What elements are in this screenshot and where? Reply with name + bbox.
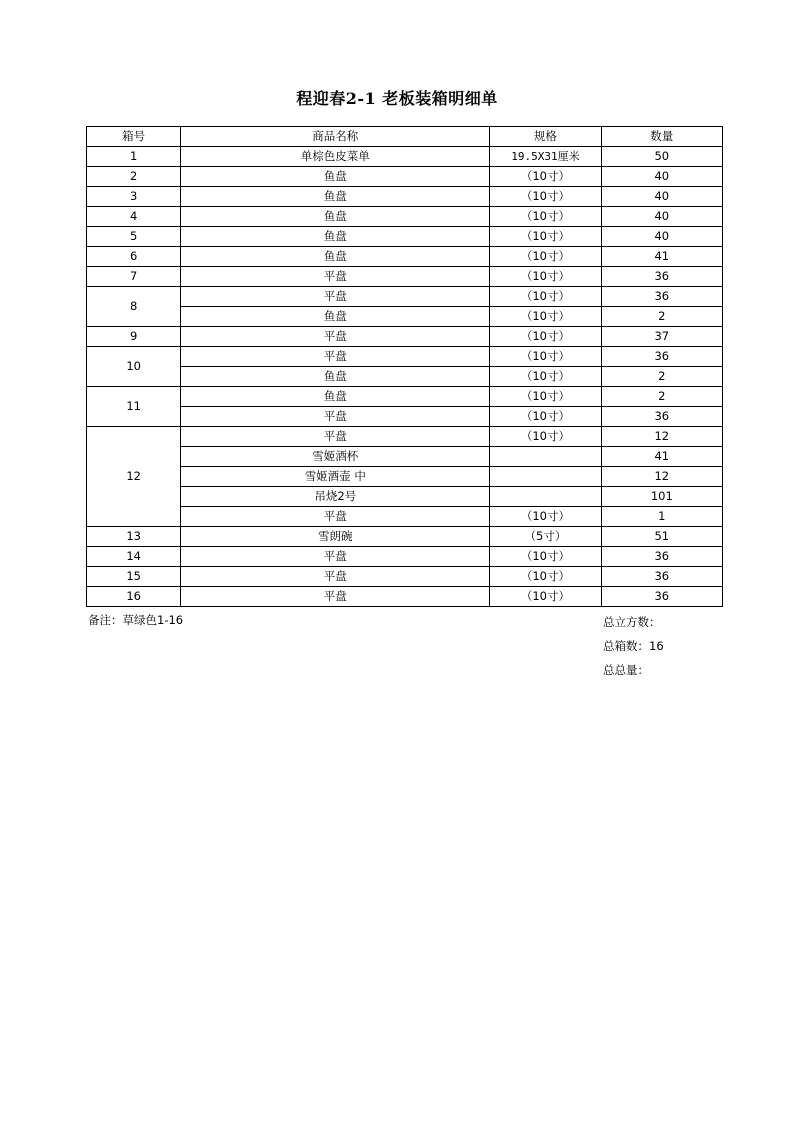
remarks-note: 备注：草绿色1-16 [88, 613, 184, 627]
product-name-cell: 雪朗碗 [181, 527, 490, 547]
packing-list-table [86, 126, 723, 607]
product-name-cell: 平盘 [181, 567, 490, 587]
table-row [87, 167, 723, 187]
table-row [87, 287, 723, 307]
spec-cell: （10寸） [490, 267, 601, 287]
header-quantity: 数量 [601, 127, 722, 147]
total-volume-label: 总立方数： [603, 615, 661, 629]
box-number-cell: 15 [87, 567, 181, 587]
table-row [87, 407, 723, 427]
quantity-cell: 40 [601, 167, 722, 187]
spec-cell: （10寸） [490, 227, 601, 247]
quantity-cell: 36 [601, 587, 722, 607]
spec-cell: （10寸） [490, 507, 601, 527]
table-row [87, 267, 723, 287]
spec-cell [490, 467, 601, 487]
spec-cell: （10寸） [490, 247, 601, 267]
spec-cell: （10寸） [490, 407, 601, 427]
product-name-cell: 平盘 [181, 327, 490, 347]
product-name-cell: 平盘 [181, 587, 490, 607]
quantity-cell: 12 [601, 427, 722, 447]
table-row [87, 307, 723, 327]
quantity-cell: 41 [601, 247, 722, 267]
product-name-cell: 鱼盘 [181, 187, 490, 207]
table-body [87, 147, 723, 607]
spec-cell: （10寸） [490, 387, 601, 407]
spec-cell: 19.5X31厘米 [490, 147, 601, 167]
box-number-cell: 10 [87, 347, 181, 387]
table-row [87, 387, 723, 407]
box-number-cell: 9 [87, 327, 181, 347]
spec-cell: （5寸） [490, 527, 601, 547]
header-product-name: 商品名称 [181, 127, 490, 147]
spec-cell: （10寸） [490, 287, 601, 307]
table-row [87, 187, 723, 207]
spec-cell: （10寸） [490, 587, 601, 607]
product-name-cell: 鱼盘 [181, 307, 490, 327]
product-name-cell: 平盘 [181, 427, 490, 447]
header-spec: 规格 [490, 127, 601, 147]
box-number-cell: 12 [87, 427, 181, 527]
product-name-cell: 平盘 [181, 507, 490, 527]
spec-cell: （10寸） [490, 307, 601, 327]
page-title: 程迎春2-1 老板装箱明细单 [296, 89, 498, 108]
table-row [87, 467, 723, 487]
quantity-cell: 36 [601, 567, 722, 587]
product-name-cell: 平盘 [181, 547, 490, 567]
spec-cell: （10寸） [490, 327, 601, 347]
table-row [87, 547, 723, 567]
table-row [87, 587, 723, 607]
box-number-cell: 1 [87, 147, 181, 167]
product-name-cell: 平盘 [181, 347, 490, 367]
table-header-row [87, 127, 723, 147]
product-name-cell: 雪姬酒杯 [181, 447, 490, 467]
quantity-cell: 2 [601, 307, 722, 327]
box-number-cell: 7 [87, 267, 181, 287]
spec-cell: （10寸） [490, 167, 601, 187]
box-number-cell: 13 [87, 527, 181, 547]
quantity-cell: 36 [601, 347, 722, 367]
box-number-cell: 8 [87, 287, 181, 327]
quantity-cell: 36 [601, 267, 722, 287]
spec-cell [490, 487, 601, 507]
quantity-cell: 51 [601, 527, 722, 547]
spec-cell: （10寸） [490, 427, 601, 447]
box-number-cell: 6 [87, 247, 181, 267]
header-box-no: 箱号 [87, 127, 181, 147]
product-name-cell: 鱼盘 [181, 247, 490, 267]
quantity-cell: 50 [601, 147, 722, 167]
quantity-cell: 40 [601, 207, 722, 227]
table-row [87, 227, 723, 247]
spec-cell: （10寸） [490, 207, 601, 227]
table-row [87, 487, 723, 507]
product-name-cell: 平盘 [181, 287, 490, 307]
table-row [87, 367, 723, 387]
product-name-cell: 平盘 [181, 407, 490, 427]
table-row [87, 507, 723, 527]
table-row [87, 447, 723, 467]
spec-cell: （10寸） [490, 367, 601, 387]
product-name-cell: 平盘 [181, 267, 490, 287]
quantity-cell: 40 [601, 227, 722, 247]
box-number-cell: 4 [87, 207, 181, 227]
totals-block [603, 610, 664, 682]
box-number-cell: 3 [87, 187, 181, 207]
quantity-cell: 101 [601, 487, 722, 507]
box-number-cell: 2 [87, 167, 181, 187]
spec-cell: （10寸） [490, 347, 601, 367]
product-name-cell: 单棕色皮菜单 [181, 147, 490, 167]
quantity-cell: 37 [601, 327, 722, 347]
table-row [87, 347, 723, 367]
quantity-cell: 2 [601, 367, 722, 387]
product-name-cell: 鱼盘 [181, 387, 490, 407]
table-row [87, 247, 723, 267]
quantity-cell: 12 [601, 467, 722, 487]
table-row [87, 567, 723, 587]
total-boxes-label: 总箱数：16 [603, 639, 664, 653]
table-row [87, 527, 723, 547]
product-name-cell: 雪姬酒壶 中 [181, 467, 490, 487]
quantity-cell: 41 [601, 447, 722, 467]
spec-cell: （10寸） [490, 187, 601, 207]
quantity-cell: 36 [601, 407, 722, 427]
box-number-cell: 14 [87, 547, 181, 567]
table-row [87, 207, 723, 227]
quantity-cell: 1 [601, 507, 722, 527]
box-number-cell: 5 [87, 227, 181, 247]
spec-cell: （10寸） [490, 547, 601, 567]
product-name-cell: 吊烧2号 [181, 487, 490, 507]
quantity-cell: 2 [601, 387, 722, 407]
product-name-cell: 鱼盘 [181, 367, 490, 387]
product-name-cell: 鱼盘 [181, 207, 490, 227]
quantity-cell: 36 [601, 287, 722, 307]
product-name-cell: 鱼盘 [181, 167, 490, 187]
box-number-cell: 11 [87, 387, 181, 427]
quantity-cell: 40 [601, 187, 722, 207]
table-row [87, 327, 723, 347]
spec-cell [490, 447, 601, 467]
total-weight-label: 总总量： [603, 663, 649, 677]
product-name-cell: 鱼盘 [181, 227, 490, 247]
table-row [87, 147, 723, 167]
box-number-cell: 16 [87, 587, 181, 607]
table-row [87, 427, 723, 447]
quantity-cell: 36 [601, 547, 722, 567]
spec-cell: （10寸） [490, 567, 601, 587]
